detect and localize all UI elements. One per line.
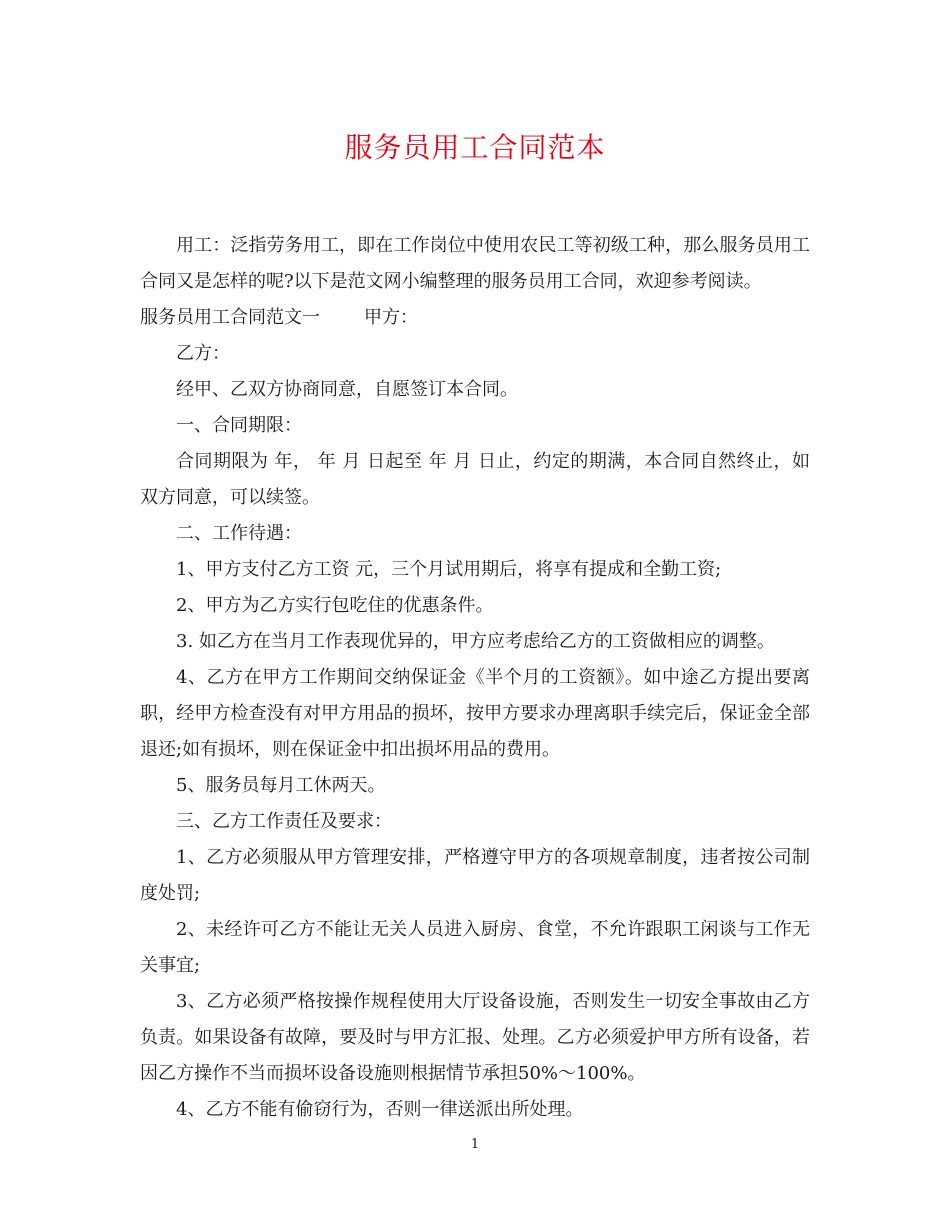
- agreement-paragraph: 经甲、乙双方协商同意，自愿签订本合同。: [176, 379, 518, 400]
- wage-item-4: 4、乙方在甲方工作期间交纳保证金《半个月的工资额》。如中途乙方提出要离职，经甲方检查没有对甲方用品的损坏，按甲方要求办理离职手续完后，保证金全部退还;如有损坏，则在保证金中扣出损坏用品的费用。: [140, 667, 810, 760]
- document-title: 服务员用工合同范本: [344, 131, 606, 164]
- party-b-label: 乙方：: [176, 343, 230, 364]
- page-number: 1: [470, 1137, 480, 1152]
- party-a-label: 甲方：: [364, 307, 418, 328]
- wage-item-2: 2、甲方为乙方实行包吃住的优惠条件。: [176, 595, 494, 616]
- document-body: [140, 228, 810, 1128]
- heading-duties: 三、乙方工作责任及要求：: [176, 811, 392, 832]
- heading-wages: 二、工作待遇：: [176, 523, 302, 544]
- heading-term: 一、合同期限：: [176, 415, 302, 436]
- wage-item-3: 3. 如乙方在当月工作表现优异的，甲方应考虑给乙方的工资做相应的调整。: [176, 631, 775, 652]
- duty-item-1: 1、乙方必须服从甲方管理安排，严格遵守甲方的各项规章制度，违者按公司制度处罚;: [140, 847, 810, 904]
- intro-paragraph: 用工：泛指劳务用工，即在工作岗位中使用农民工等初级工种，那么服务员用工合同又是怎样的呢?以下是范文网小编整理的服务员用工合同，欢迎参考阅读。: [140, 235, 810, 292]
- wage-item-5: 5、服务员每月工休两天。: [176, 775, 386, 796]
- duty-item-3: 3、乙方必须严格按操作规程使用大厅设备设施，否则发生一切安全事故由乙方负责。如果设备有故障，要及时与甲方汇报、处理。乙方必须爱护甲方所有设备，若因乙方操作不当而损坏设备设施则根据情节承担50%～100%。: [140, 991, 810, 1084]
- duty-item-2: 2、未经许可乙方不能让无关人员进入厨房、食堂，不允许跟职工闲谈与工作无关事宜;: [140, 919, 810, 976]
- section-label: 服务员用工合同范文一: [140, 307, 320, 328]
- section-label-line: [140, 300, 810, 336]
- duty-item-4: 4、乙方不能有偷窃行为，否则一律送派出所处理。: [176, 1099, 584, 1120]
- wage-item-1: 1、甲方支付乙方工资 元，三个月试用期后，将享有提成和全勤工资;: [176, 559, 722, 580]
- term-paragraph: 合同期限为 年， 年 月 日起至 年 月 日止，约定的期满，本合同自然终止，如双方同意，可以续签。: [140, 451, 810, 508]
